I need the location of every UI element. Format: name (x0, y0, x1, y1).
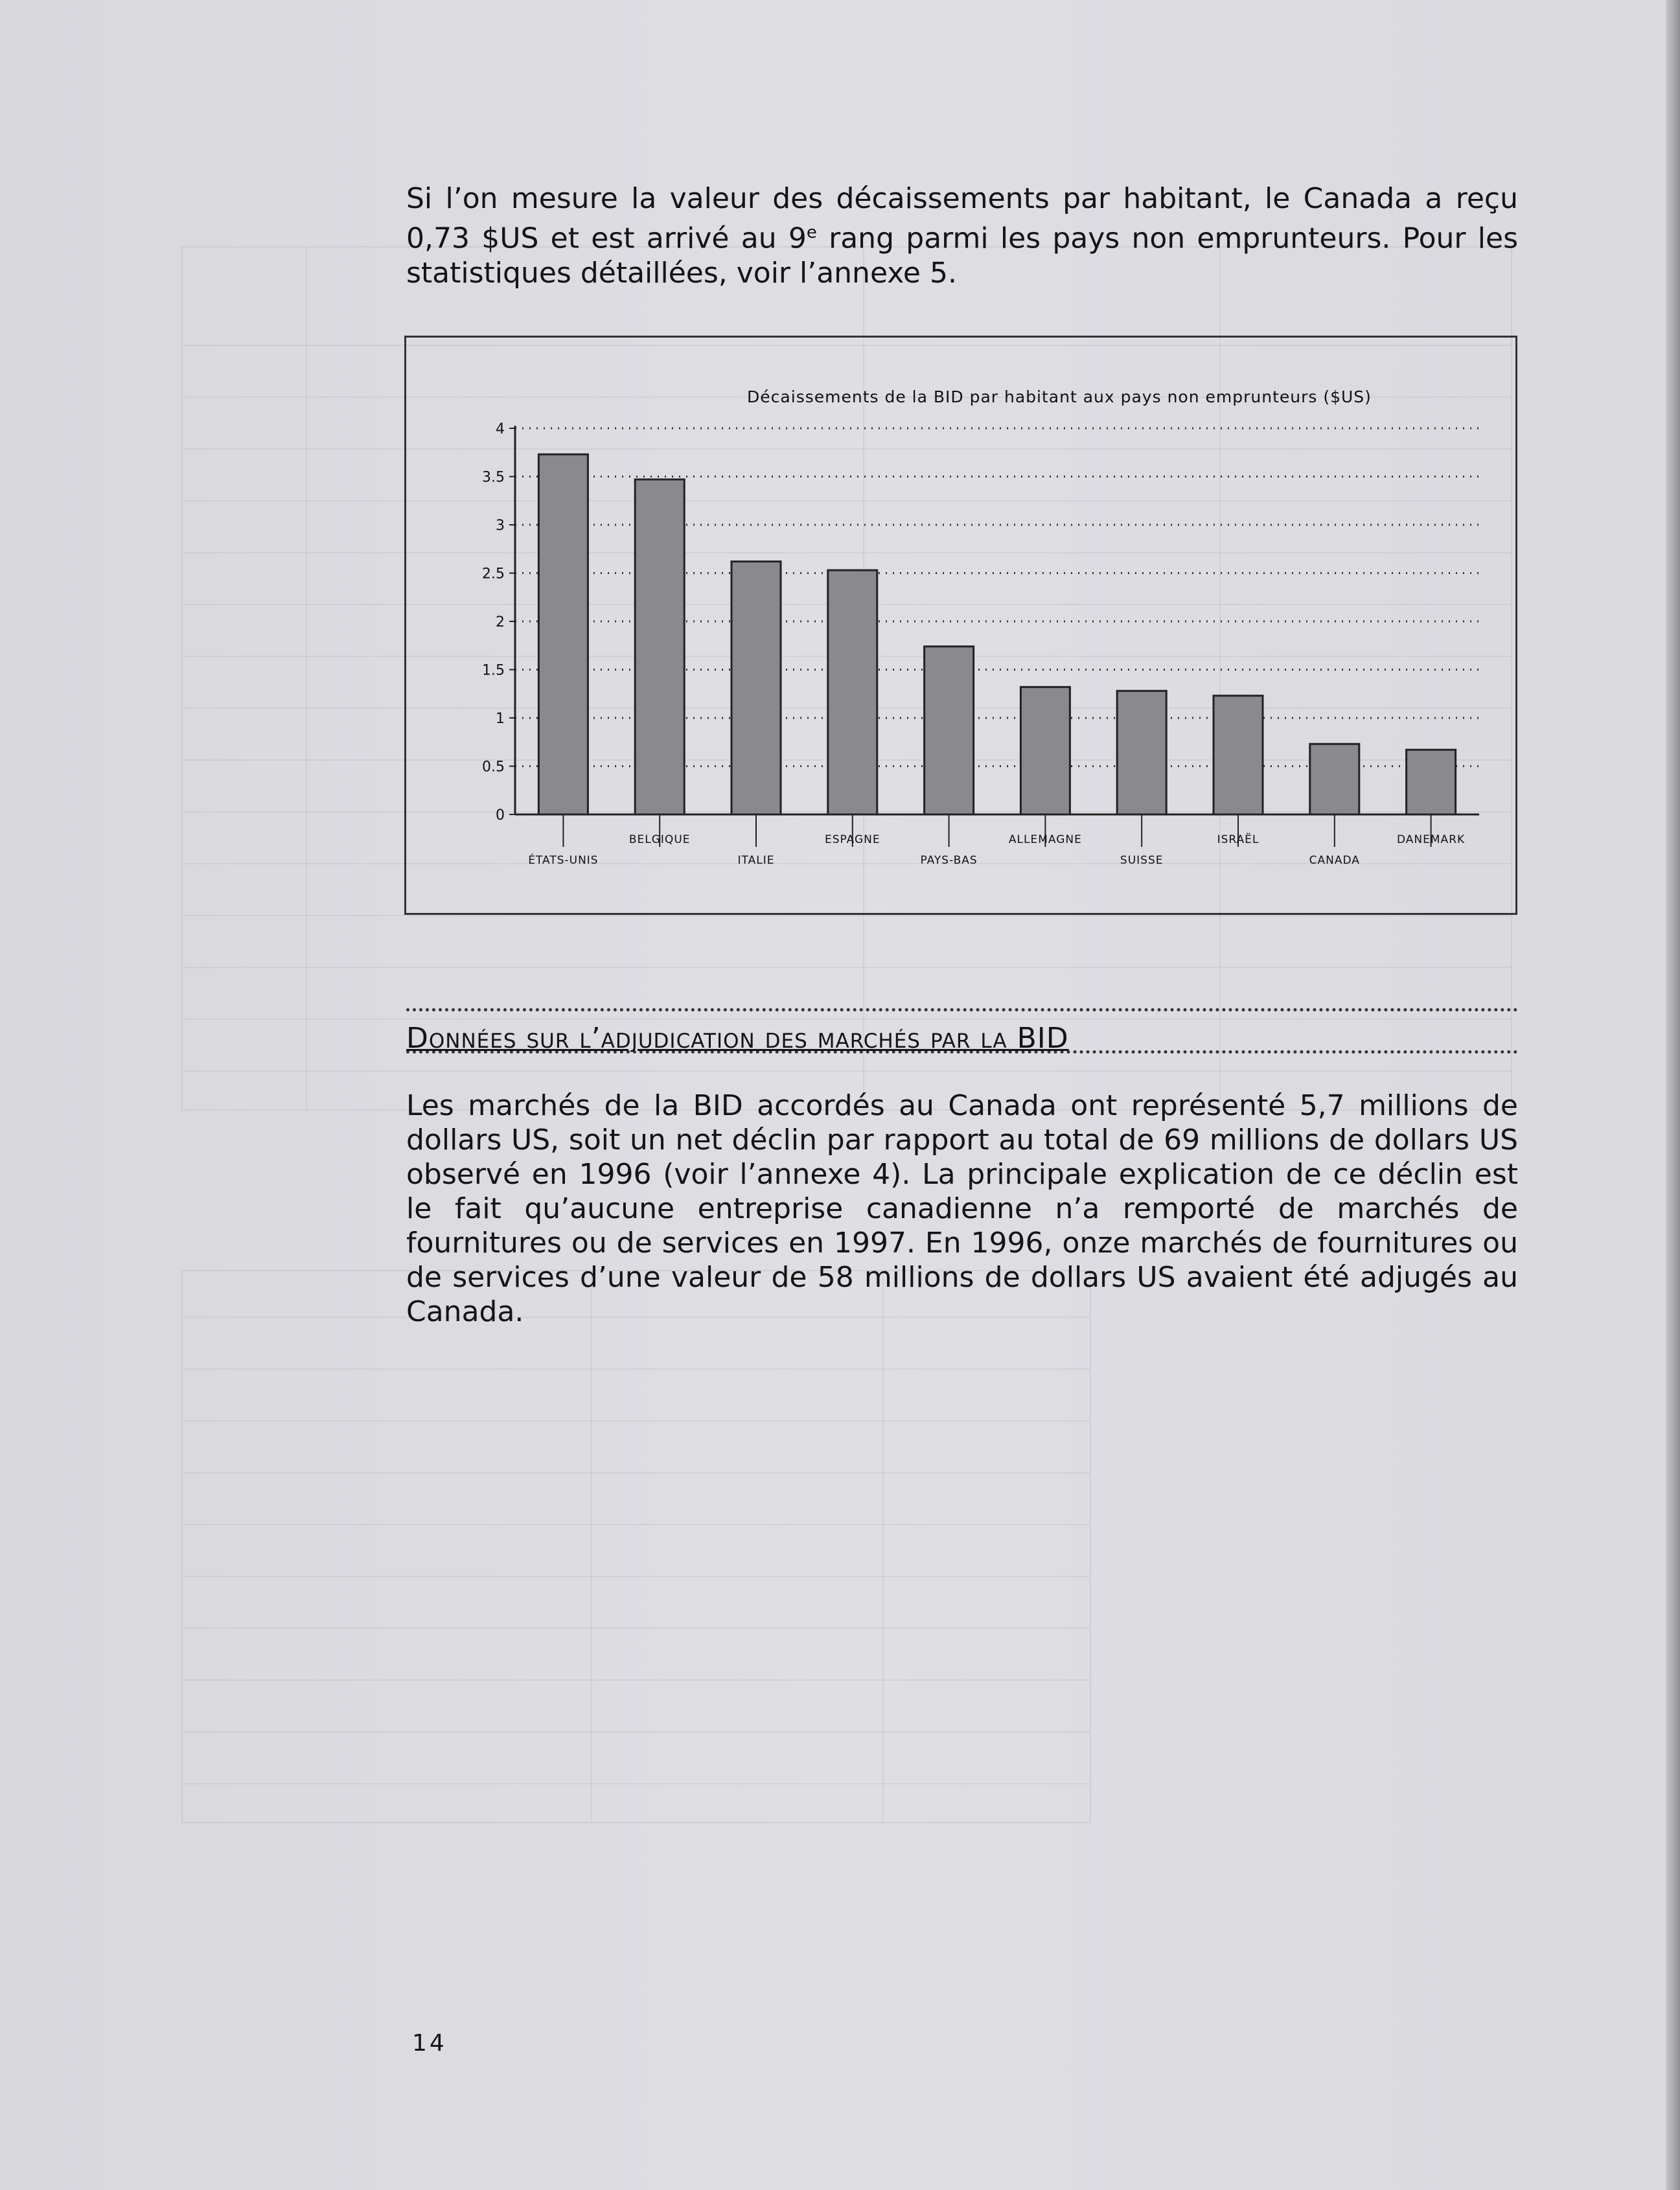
body-paragraph: Les marchés de la BID accordés au Canada ont représenté 5,7 millions de dollars US, soit un net déclin par rapport au total de 69 millions de dollars US observé en 1996 (voir l’annexe 4). La principale explication de ce déclin est le fait qu’aucune entreprise canadienne n’a remporté de marchés de fournitures ou de services en 1997. En 1996, onze marchés de fournitures ou de services d’une valeur de 58 millions de dollars US avaient été adjugés au Canada. (406, 1089, 1518, 1328)
ordinal-superscript: e (806, 223, 817, 242)
y-tick-label: 1.5 (482, 662, 505, 679)
bar-3 (828, 570, 877, 814)
category-label-4: PAYS-BAS (920, 854, 978, 867)
category-label-0: ÉTATS-UNIS (528, 854, 599, 867)
bar-8 (1310, 744, 1359, 814)
per-capita-disbursement-bar-chart (406, 338, 1515, 913)
bar-6 (1117, 691, 1166, 814)
category-label-9: DANEMARK (1397, 833, 1466, 846)
y-tick-label: 2.5 (482, 566, 505, 582)
category-label-5: ALLEMAGNE (1008, 833, 1082, 846)
category-label-1: BELGIQUE (628, 833, 691, 846)
y-tick-label: 2 (496, 614, 505, 630)
page-edge-shadow (1666, 0, 1680, 2190)
y-tick-label: 0 (496, 807, 505, 824)
y-tick-label: 4 (496, 421, 505, 437)
bar-2 (731, 562, 781, 814)
chart-title: Décaissements de la BID par habitant aux pays non emprunteurs ($US) (747, 387, 1372, 406)
page-number: 14 (412, 2030, 447, 2057)
bar-7 (1214, 696, 1263, 814)
intro-paragraph: Si l’on mesure la valeur des décaissements par habitant, le Canada a reçu 0,73 $US et est arrivé au 9e rang parmi les pays non emprunteurs. Pour les statistiques détaillées, voir l’annexe 5. (406, 182, 1518, 290)
category-label-6: SUISSE (1120, 854, 1164, 867)
y-tick-label: 0.5 (482, 759, 505, 776)
bar-5 (1020, 687, 1070, 814)
bar-4 (925, 647, 974, 814)
section-heading: Données sur l’adjudication des marchés par la BID (406, 1022, 1069, 1055)
bleed-through-table-bottom (181, 1270, 1091, 1823)
category-label-7: ISRAËL (1217, 833, 1260, 846)
category-label-2: ITALIE (737, 854, 775, 867)
y-tick-label: 3.5 (482, 469, 505, 486)
bar-1 (635, 479, 684, 814)
bar-0 (538, 454, 588, 814)
chart-frame (404, 336, 1517, 915)
section-heading-bar (406, 1008, 1518, 1054)
bar-9 (1407, 750, 1456, 814)
y-tick-label: 1 (496, 711, 505, 727)
y-tick-label: 3 (496, 518, 505, 534)
category-label-3: ESPAGNE (824, 833, 880, 846)
category-label-8: CANADA (1309, 854, 1360, 867)
